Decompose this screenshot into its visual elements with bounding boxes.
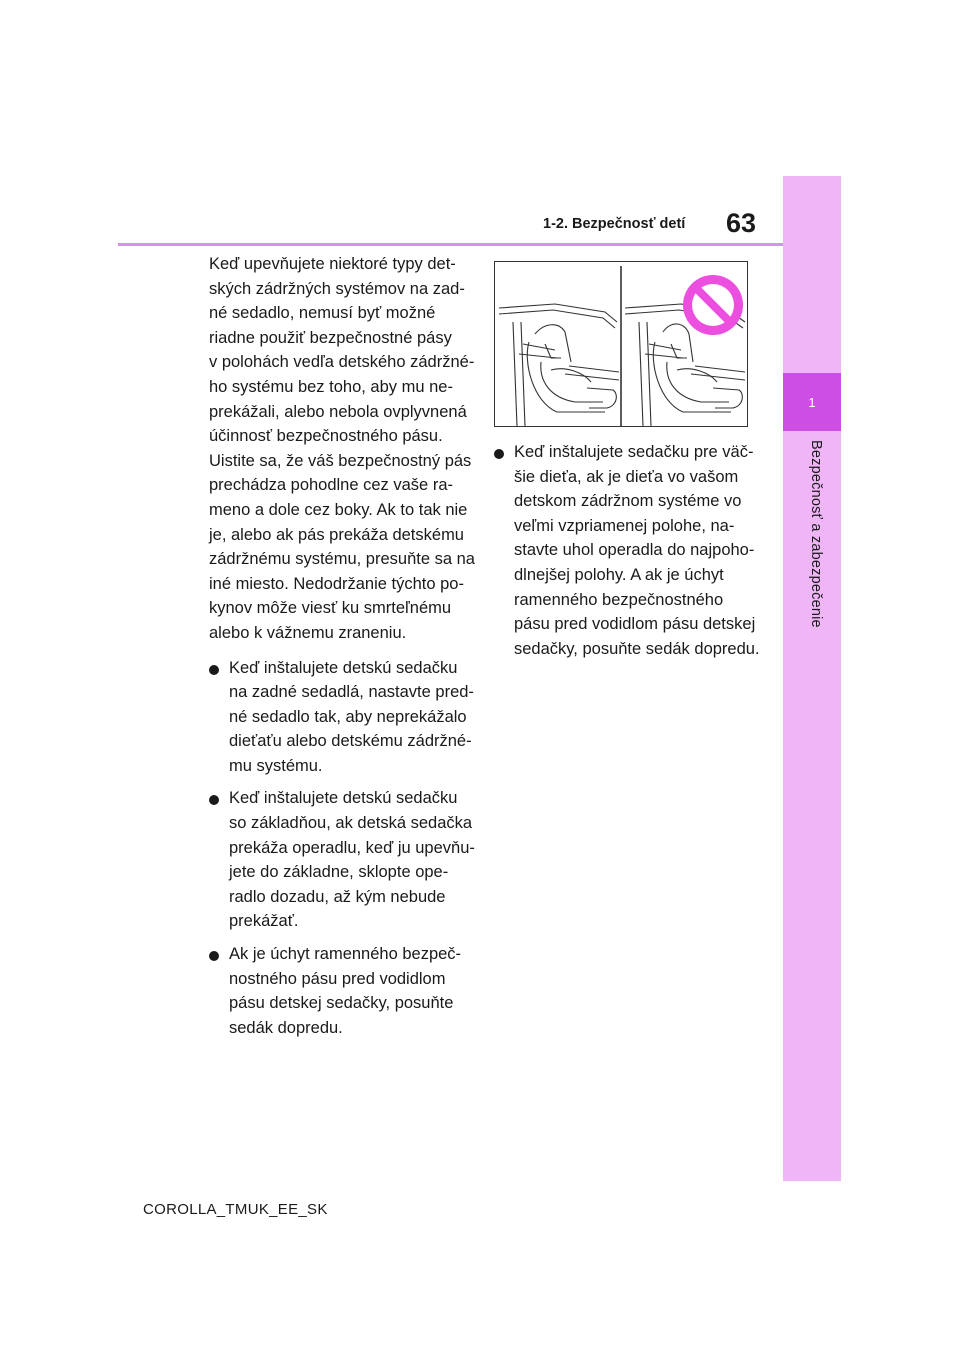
bullet-line: Keď inštalujete sedačku pre väč- xyxy=(514,443,754,461)
bullet-line: pásu detskej sedačky, posuňte xyxy=(229,994,454,1013)
chapter-number: 1 xyxy=(808,394,816,410)
bullet-line: prekáža operadlu, keď ju upevňu- xyxy=(229,838,475,857)
bullet-item xyxy=(494,440,759,661)
bullet-line: so základňou, ak detská sedačka xyxy=(229,814,473,833)
bullet-item xyxy=(209,656,479,779)
bullet-dot-icon xyxy=(209,795,219,805)
bullet-line: Keď inštalujete detskú sedačku xyxy=(229,658,458,677)
paragraph-line: v polohách vedľa detského zádržné- xyxy=(209,353,475,372)
section-title: 1-2. Bezpečnosť detí xyxy=(543,216,686,232)
bullet-line: radlo dozadu, až kým nebude xyxy=(229,887,446,906)
bullet-item xyxy=(209,786,479,934)
page-number: 63 xyxy=(726,208,757,238)
bullet-line: šie dieťa, ak je dieťa vo vašom xyxy=(514,467,739,486)
bullet-line: veľmi vzpriamenej polohe, na- xyxy=(514,516,735,535)
bullet-line: né sedadlo tak, aby neprekážalo xyxy=(229,707,467,726)
warning-paragraph xyxy=(209,252,479,646)
paragraph-line: ských zádržných systémov na zad- xyxy=(209,279,465,298)
bullet-item xyxy=(209,942,479,1040)
bullet-line: nostného pásu pred vodidlom xyxy=(229,969,446,988)
bullet-line: stavte uhol operadla do najpoho- xyxy=(514,541,755,560)
bullet-dot-icon xyxy=(209,951,219,961)
paragraph-line: Uistite sa, že váš bezpečnostný pás xyxy=(209,451,472,470)
paragraph-line: ho systému bez toho, aby mu ne- xyxy=(209,377,453,396)
left-column xyxy=(209,252,479,1040)
bullet-dot-icon xyxy=(494,449,504,459)
paragraph-line: iné miesto. Nedodržanie týchto po- xyxy=(209,574,464,593)
paragraph-line: je, alebo ak pás prekáža detskému xyxy=(209,525,464,544)
paragraph-line: riadne použiť bezpečnostné pásy xyxy=(209,328,452,347)
bullet-line: pásu pred vodidlom pásu detskej xyxy=(514,615,756,634)
prohibition-sign-icon xyxy=(683,275,743,335)
paragraph-line: meno a dole cez boky. Ak to tak nie xyxy=(209,500,468,519)
document-code-footer: COROLLA_TMUK_EE_SK xyxy=(143,1201,328,1218)
bullet-line: prekážať. xyxy=(229,912,299,931)
child-seat-illustration xyxy=(494,261,748,427)
bullet-line: mu systému. xyxy=(229,756,323,775)
bullet-line: sedačky, posuňte sedák dopredu. xyxy=(514,639,760,658)
chapter-side-tab xyxy=(783,176,841,1181)
child-seat-drawing xyxy=(495,262,747,426)
bullet-line: na zadné sedadlá, nastavte pred- xyxy=(229,683,474,702)
header-divider xyxy=(118,243,783,246)
paragraph-line: účinnosť bezpečnostného pásu. xyxy=(209,427,443,446)
bullet-line: jete do základne, sklopte ope- xyxy=(229,863,449,882)
bullet-line: sedák dopredu. xyxy=(229,1018,343,1037)
bullet-dot-icon xyxy=(209,665,219,675)
bullet-line: Ak je úchyt ramenného bezpeč- xyxy=(229,945,462,964)
paragraph-line: prechádza pohodlne cez vaše ra- xyxy=(209,476,453,495)
paragraph-line: prekážali, alebo nebola ovplyvnená xyxy=(209,402,467,421)
paragraph-line: né sedadlo, nemusí byť možné xyxy=(209,304,436,323)
bullet-line: dlnejšej polohy. A ak je úchyt xyxy=(514,565,724,584)
bullet-line: dieťaťu alebo detskému zádržné- xyxy=(229,732,472,751)
paragraph-line: Keď upevňujete niektoré typy det- xyxy=(209,255,456,273)
bullet-line: ramenného bezpečnostného xyxy=(514,590,724,609)
paragraph-line: zádržnému systému, presuňte sa na xyxy=(209,550,475,569)
bullet-line: Keď inštalujete detskú sedačku xyxy=(229,789,458,808)
chapter-number-badge xyxy=(783,373,841,431)
bullet-line: detskom zádržnom systéme vo xyxy=(514,492,742,511)
paragraph-line: kynov môže viesť ku smrteľnému xyxy=(209,599,452,618)
paragraph-line: alebo k vážnemu zraneniu. xyxy=(209,623,407,642)
chapter-title: Bezpečnosť a zabezpečenie xyxy=(808,440,824,628)
right-column xyxy=(494,440,759,661)
